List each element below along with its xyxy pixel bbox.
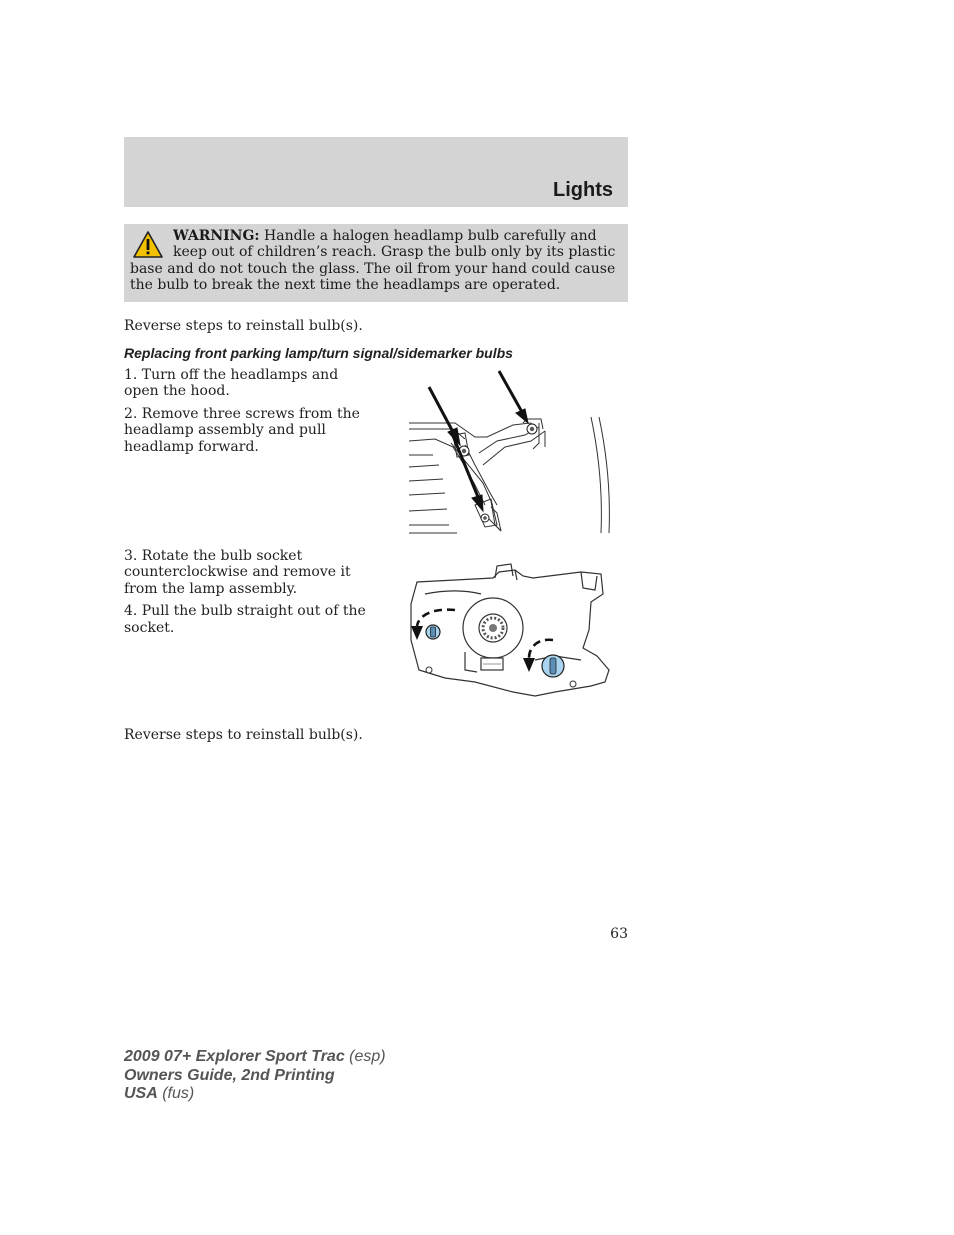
step-1: 1. Turn off the headlamps and open the hood. [124, 367, 339, 400]
steps-group-1 [124, 367, 376, 461]
footer [124, 1048, 386, 1104]
header-band [124, 137, 628, 207]
warning-label: WARNING: [173, 228, 260, 244]
warning-text [130, 228, 622, 294]
reinstall-note-1: Reverse steps to reinstall bulb(s). [124, 318, 363, 334]
warning-box [124, 224, 628, 302]
step-2: 2. Remove three screws from the headlamp assembly and pull headlamp forward. [124, 405, 360, 455]
footer-line-3: USA (fus) [124, 1085, 195, 1102]
warning-body: Handle a halogen headlamp bulb carefully and keep out of children’s reach. Grasp the bulb only by its plastic base and do not touch the glass. The oil from your hand could cause the bulb to break the next time the headlamps are operated. [130, 228, 616, 294]
footer-line-2: Owners Guide, 2nd Printing [124, 1066, 335, 1084]
steps-group-2 [124, 548, 376, 642]
footer-line-1: 2009 07+ Explorer Sport Trac (esp) [124, 1048, 386, 1065]
step-4: 4. Pull the bulb straight out of the socket. [124, 603, 366, 636]
headlamp-screws-illustration [405, 365, 620, 537]
page-number: 63 [610, 926, 628, 942]
reinstall-note-2: Reverse steps to reinstall bulb(s). [124, 727, 363, 743]
step-3: 3. Rotate the bulb socket counterclockwise and remove it from the lamp assembly. [124, 548, 351, 597]
section-heading: Replacing front parking lamp/turn signal/sidemarker bulbs [124, 345, 513, 361]
page-title: Lights [553, 179, 613, 201]
bulb-socket-illustration [405, 560, 615, 705]
